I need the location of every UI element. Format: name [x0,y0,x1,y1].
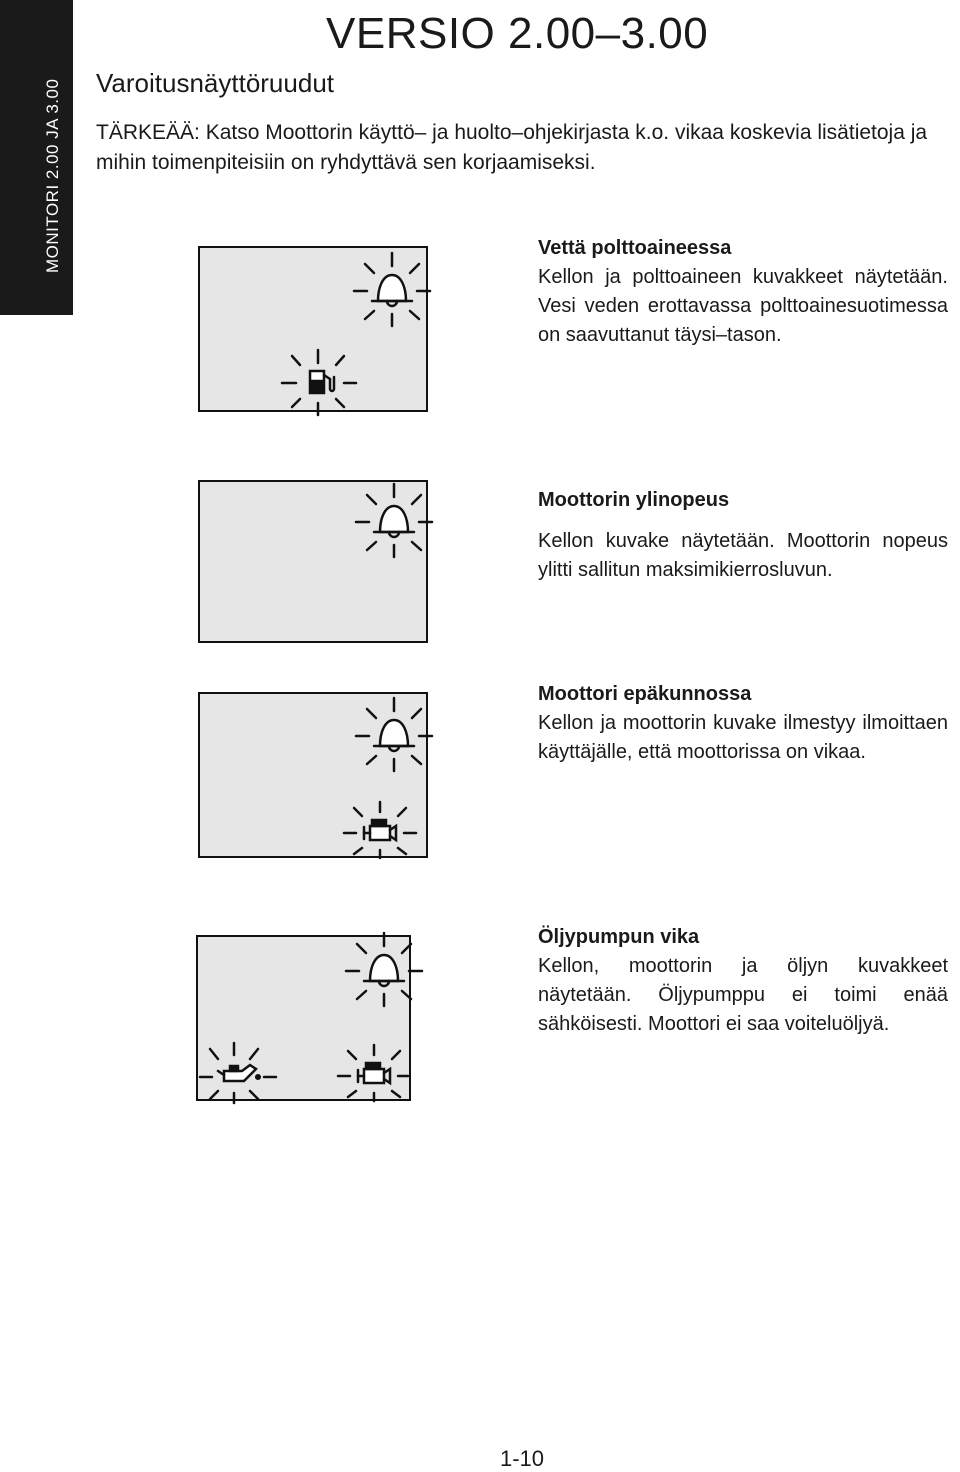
engine-icon [338,1045,408,1101]
bell-icon [356,484,432,557]
warning-panel-oil-pump-fault [196,935,411,1101]
panel-icons [200,482,430,645]
side-tab [0,0,73,315]
warning-panel-overspeed [198,480,428,643]
warning-body: Kellon ja polttoaineen kuvakkeet näytetään. Vesi veden erottavassa polttoainesuotimessa on saavuttanut täysi–tason. [538,266,948,346]
engine-icon [344,802,416,858]
important-note: TÄRKEÄÄ: Katso Moottorin käyttö– ja huolto–ohjekirjasta k.o. vikaa koskevia lisätietoja ja mihin toimenpiteisiin on ryhdyttävä sen korjaamiseksi. [96,121,928,174]
warning-body: Kellon kuvake näytetään. Moottorin nopeus ylitti sallitun maksimikierrosluvun. [538,530,948,581]
warning-title: Vettä polttoaineessa [538,237,732,259]
warning-body: Kellon, moottorin ja öljyn kuvakkeet näytetään. Öljypumppu ei toimi enää sähköisesti. Moottori ei saa voiteluöljyä. [538,955,948,1035]
warning-panel-water-in-fuel [198,246,428,412]
warning-title: Moottori epäkunnossa [538,683,752,705]
panel-icons [200,694,430,860]
warning-panel-engine-fault [198,692,428,858]
warning-desc-2 [538,486,948,585]
warning-body: Kellon ja moottorin kuvake ilmestyy ilmoittaen käyttäjälle, että moottorissa on vikaa. [538,712,948,763]
panel-icons [200,248,430,414]
warning-title: Moottorin ylinopeus [538,489,730,511]
oil-can-icon [200,1043,276,1103]
section-title: Varoitusnäyttöruudut [96,68,334,98]
page-number: 1-10 [500,1446,545,1471]
warning-desc-1 [538,234,948,350]
warning-desc-3 [538,680,948,767]
bell-icon [354,253,430,326]
version-title: VERSIO 2.00–3.00 [326,9,709,58]
fuel-pump-icon [282,350,356,415]
side-tab-label: MONITORI 2.00 JA 3.00 [43,78,62,273]
warning-title: Öljypumpun vika [538,926,700,948]
panel-icons [198,937,413,1103]
warning-desc-4 [538,923,948,1039]
bell-icon [356,698,432,771]
bell-icon [346,933,422,1006]
